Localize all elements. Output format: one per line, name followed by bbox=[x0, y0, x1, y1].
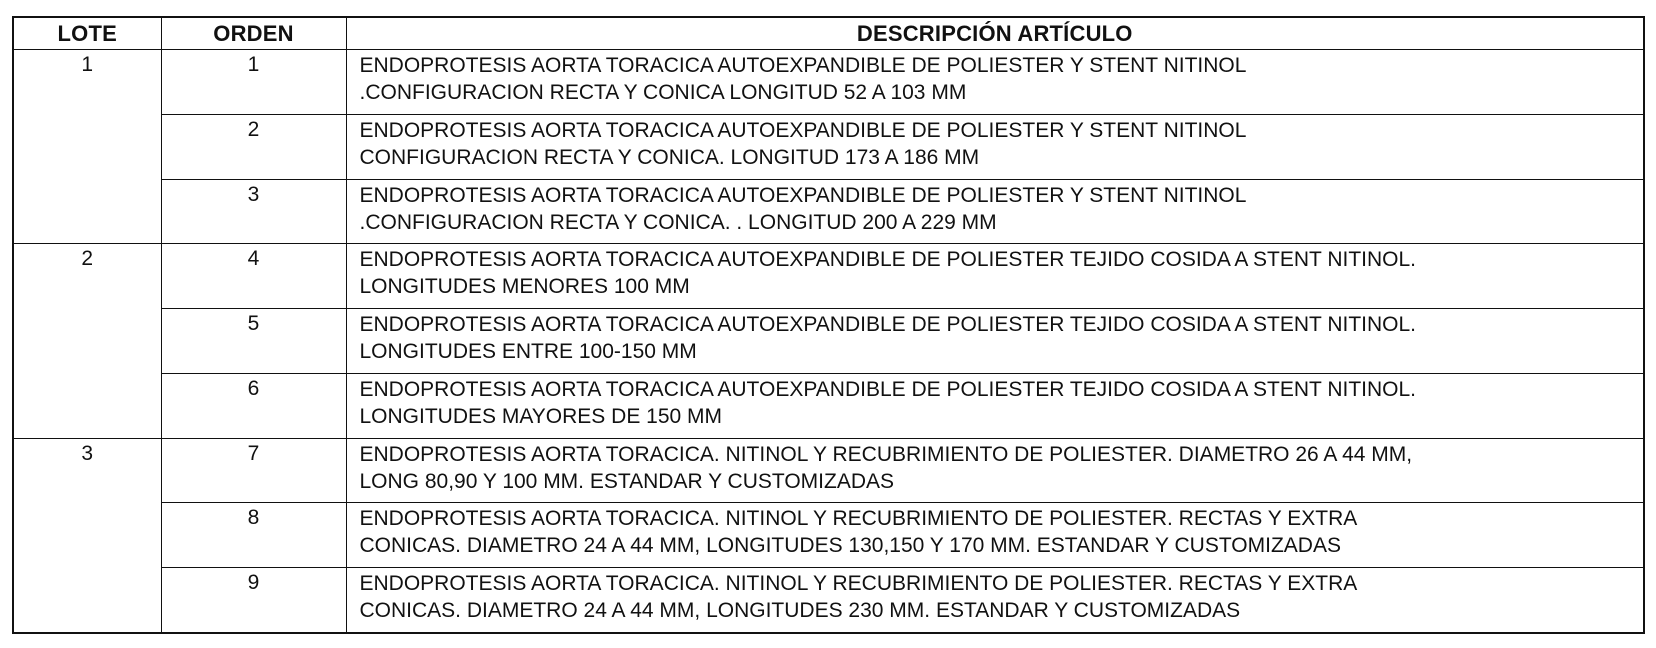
header-descripcion: DESCRIPCIÓN ARTÍCULO bbox=[346, 17, 1644, 50]
orden-cell: 8 bbox=[161, 503, 346, 568]
descripcion-line: .CONFIGURACION RECTA Y CONICA LONGITUD 52 A 103 MM bbox=[359, 81, 967, 104]
descripcion-cell bbox=[346, 568, 1644, 633]
table-row bbox=[13, 114, 1644, 179]
descripcion-line: ENDOPROTESIS AORTA TORACICA AUTOEXPANDIBLE DE POLIESTER TEJIDO COSIDA A STENT NITINOL. bbox=[359, 377, 1417, 401]
descripcion-line: ENDOPROTESIS AORTA TORACICA. NITINOL Y RECUBRIMIENTO DE POLIESTER. DIAMETRO 26 A 44 MM, bbox=[359, 442, 1413, 466]
header-orden: ORDEN bbox=[161, 17, 346, 50]
table-row bbox=[13, 438, 1644, 503]
descripcion-line: ENDOPROTESIS AORTA TORACICA AUTOEXPANDIBLE DE POLIESTER TEJIDO COSIDA A STENT NITINOL. bbox=[359, 313, 1417, 337]
table-row bbox=[13, 244, 1644, 309]
descripcion-line: ENDOPROTESIS AORTA TORACICA AUTOEXPANDIBLE DE POLIESTER Y STENT NITINOL bbox=[359, 54, 1247, 77]
descripcion-line: LONGITUDES MAYORES DE 150 MM bbox=[359, 404, 723, 428]
descripcion-line: ENDOPROTESIS AORTA TORACICA AUTOEXPANDIBLE DE POLIESTER Y STENT NITINOL bbox=[359, 183, 1247, 207]
descripcion-cell bbox=[346, 114, 1644, 179]
descripcion-cell bbox=[346, 50, 1644, 115]
orden-cell: 9 bbox=[161, 568, 346, 633]
header-row bbox=[13, 17, 1644, 50]
descripcion-line: CONICAS. DIAMETRO 24 A 44 MM, LONGITUDES 130,150 Y 170 MM. ESTANDAR Y CUSTOMIZADAS bbox=[359, 534, 1341, 558]
descripcion-line: CONICAS. DIAMETRO 24 A 44 MM, LONGITUDES 230 MM. ESTANDAR Y CUSTOMIZADAS bbox=[359, 599, 1241, 623]
orden-cell: 3 bbox=[161, 179, 346, 244]
descripcion-cell bbox=[346, 309, 1644, 374]
orden-cell: 6 bbox=[161, 373, 346, 438]
orden-cell: 4 bbox=[161, 244, 346, 309]
orden-cell: 5 bbox=[161, 309, 346, 374]
descripcion-line: CONFIGURACION RECTA Y CONICA. LONGITUD 173 A 186 MM bbox=[359, 145, 980, 169]
articles-table bbox=[12, 16, 1645, 634]
descripcion-cell bbox=[346, 438, 1644, 503]
orden-cell: 2 bbox=[161, 114, 346, 179]
orden-cell: 1 bbox=[161, 50, 346, 115]
lote-cell: 2 bbox=[13, 244, 161, 438]
table-body bbox=[13, 50, 1644, 634]
descripcion-line: ENDOPROTESIS AORTA TORACICA AUTOEXPANDIBLE DE POLIESTER Y STENT NITINOL bbox=[359, 118, 1247, 142]
orden-cell: 7 bbox=[161, 438, 346, 503]
header-lote: LOTE bbox=[13, 17, 161, 50]
lote-cell: 3 bbox=[13, 438, 161, 633]
descripcion-line: .CONFIGURACION RECTA Y CONICA. . LONGITUD 200 A 229 MM bbox=[359, 210, 997, 234]
table-row bbox=[13, 50, 1644, 115]
descripcion-line: LONG 80,90 Y 100 MM. ESTANDAR Y CUSTOMIZADAS bbox=[359, 469, 895, 493]
table-row bbox=[13, 309, 1644, 374]
descripcion-cell bbox=[346, 244, 1644, 309]
descripcion-line: ENDOPROTESIS AORTA TORACICA. NITINOL Y RECUBRIMIENTO DE POLIESTER. RECTAS Y EXTRA bbox=[359, 572, 1358, 596]
table-row bbox=[13, 179, 1644, 244]
table-row bbox=[13, 568, 1644, 633]
descripcion-cell bbox=[346, 373, 1644, 438]
table-row bbox=[13, 503, 1644, 568]
table-header bbox=[13, 17, 1644, 50]
descripcion-line: ENDOPROTESIS AORTA TORACICA. NITINOL Y RECUBRIMIENTO DE POLIESTER. RECTAS Y EXTRA bbox=[359, 507, 1358, 531]
descripcion-cell bbox=[346, 503, 1644, 568]
descripcion-line: LONGITUDES MENORES 100 MM bbox=[359, 275, 690, 299]
descripcion-line: LONGITUDES ENTRE 100-150 MM bbox=[359, 340, 697, 364]
table-row bbox=[13, 373, 1644, 438]
descripcion-cell bbox=[346, 179, 1644, 244]
lote-cell: 1 bbox=[13, 50, 161, 244]
descripcion-line: ENDOPROTESIS AORTA TORACICA AUTOEXPANDIBLE DE POLIESTER TEJIDO COSIDA A STENT NITINOL. bbox=[359, 248, 1417, 272]
